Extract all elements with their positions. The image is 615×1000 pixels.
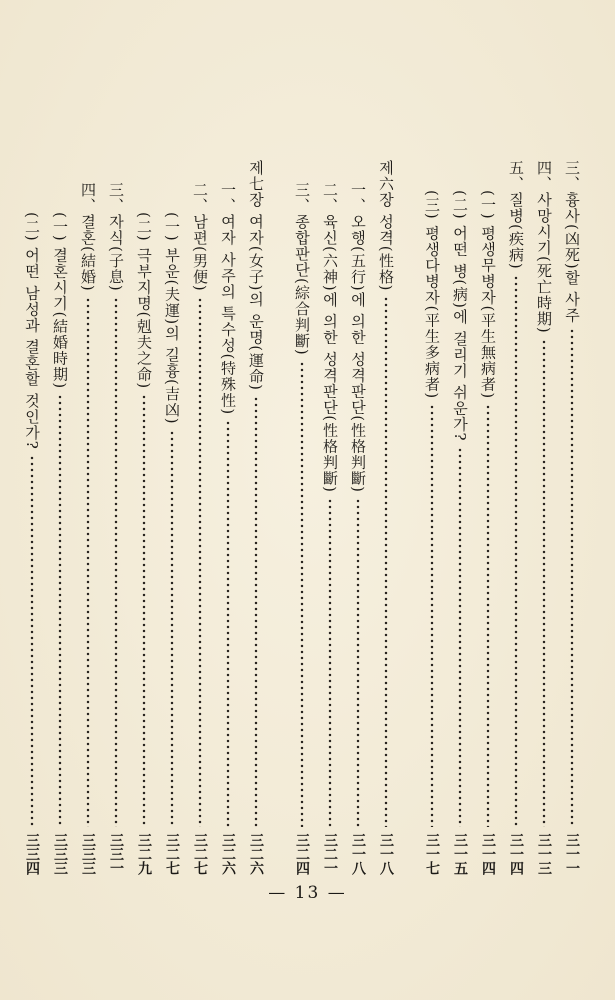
toc-entry[interactable] [531,160,557,875]
toc-page-number: 三二四 [294,833,310,875]
dot-leader [30,455,34,827]
toc-chapter-title: 제六장 성격(性格) [377,160,395,292]
dot-leader [86,297,90,827]
toc-page-number: 三三三 [52,833,68,875]
toc-entry[interactable] [503,160,529,875]
dot-leader [356,498,360,827]
dot-leader [170,430,174,827]
toc-page-number: 三二一 [322,833,338,875]
toc-entry[interactable] [75,160,101,875]
toc-entry-title: 三、흉사(凶死)할 사주 [563,160,581,324]
dot-leader [226,420,230,827]
toc-entry[interactable] [47,160,73,875]
dot-leader [300,361,304,827]
toc-entry[interactable] [317,160,343,875]
toc-entry-title: 一、오행(五行)에 의한 성격판단(性格判斷) [349,182,367,493]
toc-entry[interactable] [159,160,185,875]
toc-page-number: 三一五 [452,833,468,875]
dot-leader [254,396,258,827]
toc-page-number: 三一四 [508,833,524,875]
toc-page-number: 三二九 [136,833,152,875]
toc-chapter[interactable] [373,160,399,875]
toc-entry[interactable] [103,160,129,875]
toc-entry-title: 二、육신(六神)에 의한 성격판단(性格判斷) [321,182,339,493]
toc-spacer [401,160,417,875]
toc-entry-title: (一) 부운(夫運)의 길흉(吉凶) [163,212,181,425]
toc-page-number: 三一八 [350,833,366,875]
dot-leader [570,328,574,827]
toc-entry-title: (一) 평생무병자(平生無病者) [479,190,497,400]
toc-page-number: 三二七 [192,833,208,875]
toc-page-number: 三二六 [220,833,236,875]
page-number: — 13 — [268,883,347,903]
toc-entry-title: (一) 결혼시기(結婚時期) [51,212,69,390]
toc-entry-title: 五、질병(疾病) [507,160,525,270]
toc-entry[interactable] [289,160,315,875]
dot-leader [514,275,518,827]
toc-entry-title: 三、종합판단(綜合判斷) [293,182,311,356]
toc-page-number: 三一八 [378,833,394,875]
dot-leader [384,296,388,827]
dot-leader [198,297,202,827]
toc-page-number: 三三四 [24,833,40,875]
toc-spacer [271,160,287,875]
toc-entry-title: (二) 어떤 병(病)에 걸리기 쉬운가? [451,190,469,442]
toc-entry[interactable] [447,160,473,875]
toc-page-number: 三一四 [480,833,496,875]
toc-chapter-title: 제七장 여자(女子)의 운명(運命) [247,160,265,391]
toc-page-number: 三二六 [248,833,264,875]
dot-leader [142,394,146,827]
table-of-contents [19,160,585,875]
toc-entry-title: 二、남편(男便) [191,182,209,292]
toc-entry-title: 四、사망시기(死亡時期) [535,160,553,334]
dot-leader [458,447,462,827]
dot-leader [58,394,62,827]
toc-page-number: 三三三 [80,833,96,875]
toc-page-number: 三三一 [108,833,124,875]
toc-entry[interactable] [187,160,213,875]
dot-leader [542,339,546,827]
toc-page-number: 三二七 [164,833,180,875]
toc-entry[interactable] [131,160,157,875]
toc-page-number: 三一七 [424,833,440,875]
dot-leader [486,404,490,827]
toc-entry-title: (二) 어떤 남성과 결혼할 것인가? [23,212,41,450]
dot-leader [430,404,434,827]
toc-entry[interactable] [345,160,371,875]
toc-entry[interactable] [559,160,585,875]
toc-entry[interactable] [215,160,241,875]
toc-entry-title: 三、자식(子息) [107,182,125,292]
toc-page-number: 三一一 [564,833,580,875]
dot-leader [114,297,118,827]
toc-entry-title: (三) 평생다병자(平生多病者) [423,190,441,400]
toc-page-number: 三一三 [536,833,552,875]
dot-leader [328,498,332,827]
toc-chapter[interactable] [243,160,269,875]
toc-entry-title: (二) 극부지명(剋夫之命) [135,212,153,390]
toc-entry-title: 一、여자 사주의 특수성(特殊性) [219,182,237,416]
toc-entry[interactable] [19,160,45,875]
toc-entry[interactable] [419,160,445,875]
toc-entry[interactable] [475,160,501,875]
toc-entry-title: 四、결혼(結婚) [79,182,97,292]
